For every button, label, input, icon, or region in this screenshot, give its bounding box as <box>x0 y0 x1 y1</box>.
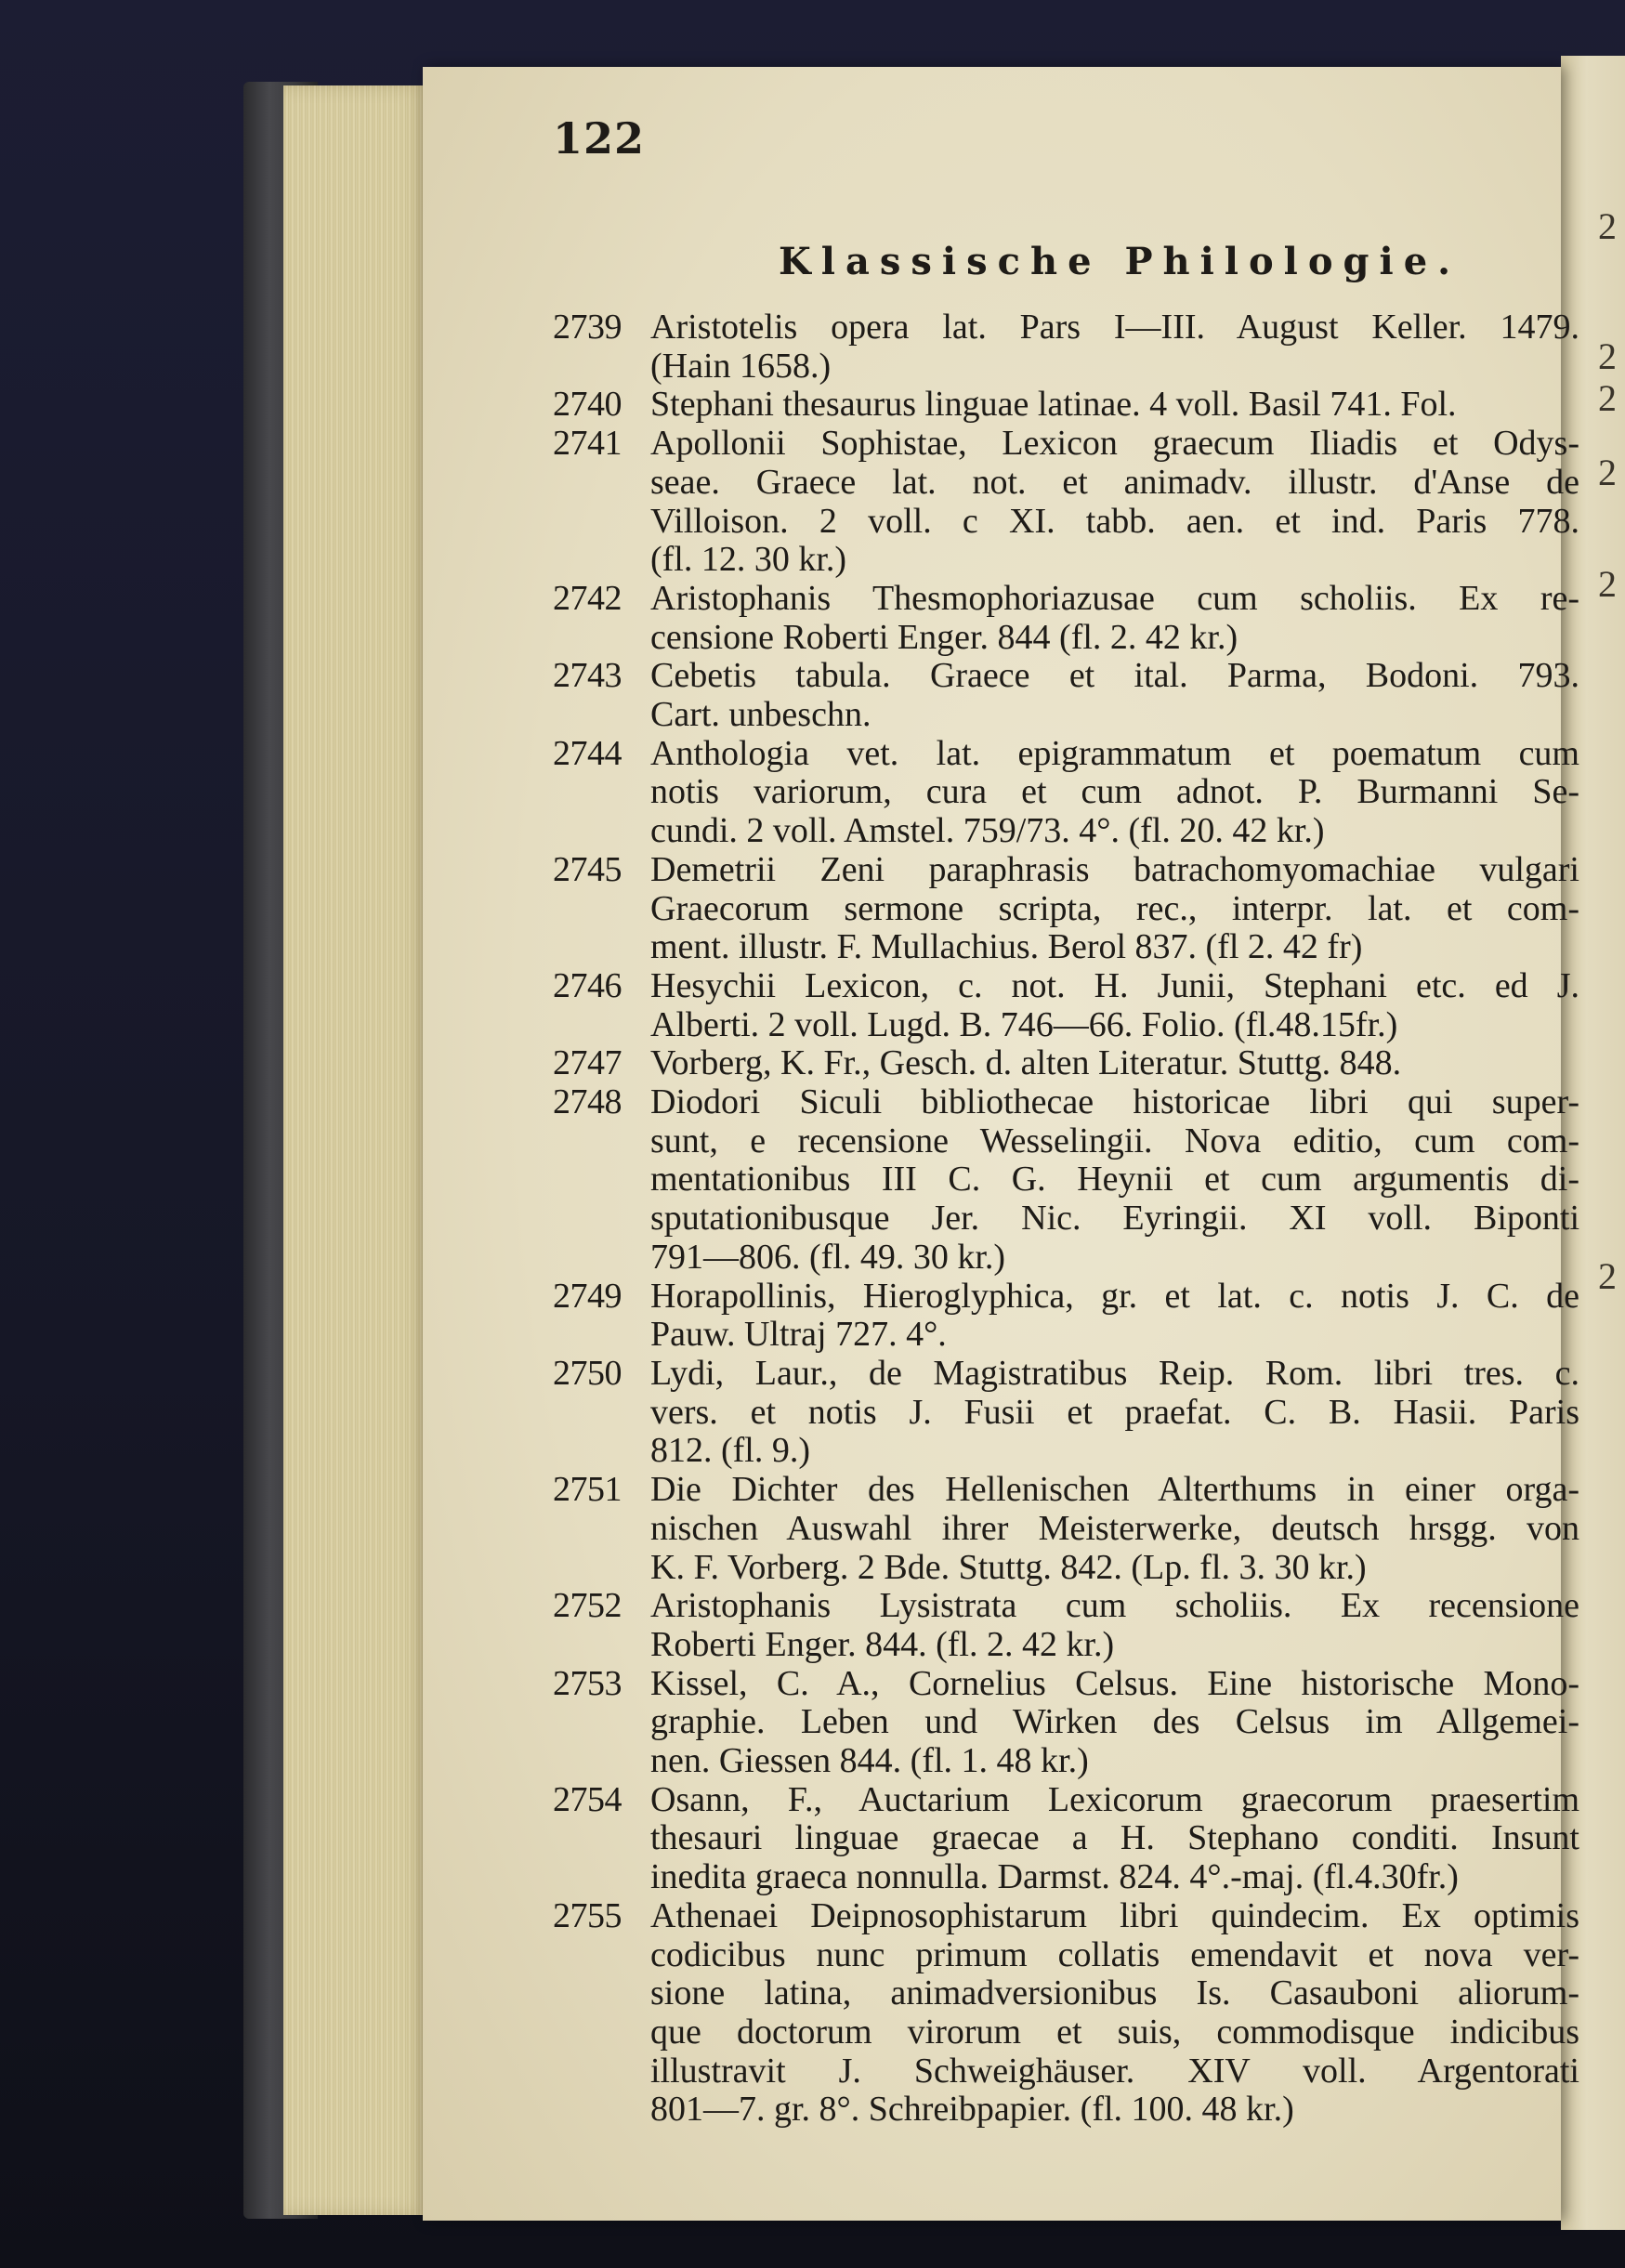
entry-line: Horapollinis, Hieroglyphica, gr. et lat. c. notis J. C. de <box>650 1276 1579 1316</box>
entry-number: 2753 <box>553 1663 622 1703</box>
entry-line: Aristotelis opera lat. Pars I—III. August Keller. 1479. <box>650 308 1579 347</box>
catalog-entry <box>553 1471 1579 1587</box>
entry-description <box>650 1471 1579 1587</box>
entry-line: thesauri linguae graecae a H. Stephano conditi. Insunt <box>650 1818 1579 1858</box>
entry-description <box>650 735 1579 851</box>
entry-line: illustravit J. Schweighäuser. XIV voll. Argentorati <box>650 2051 1579 2091</box>
entry-line: 812. (fl. 9.) <box>650 1431 811 1471</box>
catalog-entry <box>553 1781 1579 1897</box>
entry-number: 2748 <box>553 1082 622 1122</box>
entry-line: nen. Giessen 844. (fl. 1. 48 kr.) <box>650 1741 1089 1781</box>
catalog-entry <box>553 1044 1579 1083</box>
entry-number: 2746 <box>553 965 622 1005</box>
entry-line: nischen Auswahl ihrer Meisterwerke, deutsch hrsgg. von <box>650 1508 1579 1548</box>
entry-line: Alberti. 2 voll. Lugd. B. 746—66. Folio. (fl.48.15fr.) <box>650 1004 1398 1044</box>
entry-line: seae. Graece lat. not. et animadv. illustr. d'Anse de <box>650 462 1579 502</box>
entry-line: Athenaei Deipnosophistarum libri quindecim. Ex optimis <box>650 1895 1579 1935</box>
entry-number: 2750 <box>553 1353 622 1393</box>
entry-line: Aristophanis Lysistrata cum scholiis. Ex recensione <box>650 1586 1579 1626</box>
entry-line: mentationibus III C. G. Heynii et cum argumentis di- <box>650 1160 1579 1200</box>
entry-line: sione latina, animadversionibus Is. Casauboni aliorum- <box>650 1973 1579 2013</box>
catalog-entry <box>553 580 1579 657</box>
entry-number: 2752 <box>553 1586 622 1626</box>
entry-line: Vorberg, K. Fr., Gesch. d. alten Literatur. Stuttg. 848. <box>650 1043 1402 1083</box>
entry-description <box>650 657 1579 734</box>
entry-line: censione Roberti Enger. 844 (fl. 2. 42 kr.) <box>650 617 1238 657</box>
entry-description <box>650 580 1579 657</box>
entry-line: Pauw. Ultraj 727. 4°. <box>650 1315 947 1355</box>
entry-line: codicibus nunc primum collatis emendavit et nova ver- <box>650 1934 1579 1974</box>
entry-line: que doctorum virorum et suis, commodisque indicibus <box>650 2012 1579 2052</box>
catalog-entry <box>553 386 1579 425</box>
entry-line: (fl. 12. 30 kr.) <box>650 540 847 580</box>
catalog-entry <box>553 308 1579 386</box>
entry-line: Die Dichter des Hellenischen Alterthums in einer orga- <box>650 1470 1579 1510</box>
entry-line: Hesychii Lexicon, c. not. H. Junii, Stephani etc. ed J. <box>650 965 1579 1005</box>
opposite-page-mark: 2 <box>1598 377 1617 419</box>
entry-description <box>650 1781 1579 1897</box>
entry-line: Roberti Enger. 844. (fl. 2. 42 kr.) <box>650 1624 1115 1664</box>
entry-line: K. F. Vorberg. 2 Bde. Stuttg. 842. (Lp. fl. 3. 30 kr.) <box>650 1547 1367 1587</box>
entry-line: Graecorum sermone scripta, rec., interpr. lat. et com- <box>650 888 1579 928</box>
entry-number: 2751 <box>553 1470 622 1510</box>
entry-number: 2749 <box>553 1276 622 1316</box>
catalog-entry <box>553 1897 1579 2130</box>
entry-line: Cart. unbeschn. <box>650 695 871 735</box>
opposite-page-mark: 2 <box>1598 335 1617 377</box>
catalog-entry <box>553 1083 1579 1278</box>
entry-line: (Hain 1658.) <box>650 346 832 386</box>
entry-line: Lydi, Laur., de Magistratibus Reip. Rom. libri tres. c. <box>650 1353 1579 1393</box>
entry-description <box>650 1355 1579 1471</box>
entry-line: Diodori Siculi bibliothecae historicae libri qui super- <box>650 1082 1579 1122</box>
entry-description <box>650 1083 1579 1278</box>
entry-description <box>650 1665 1579 1781</box>
entry-line: Osann, F., Auctarium Lexicorum graecorum praesertim <box>650 1779 1579 1819</box>
catalog-entry <box>553 657 1579 734</box>
entry-number: 2742 <box>553 578 622 618</box>
entry-number: 2741 <box>553 424 622 464</box>
opposite-page-mark: 2 <box>1598 1255 1617 1297</box>
page-edges <box>283 85 427 2215</box>
entry-line: Villoison. 2 voll. c XI. tabb. aen. et ind. Paris 778. <box>650 501 1579 541</box>
entry-line: 791—806. (fl. 49. 30 kr.) <box>650 1237 1006 1277</box>
entry-number: 2754 <box>553 1779 622 1819</box>
entry-line: ment. illustr. F. Mullachius. Berol 837. (fl 2. 42 fr) <box>650 927 1363 967</box>
entry-line: 801—7. gr. 8°. Schreibpapier. (fl. 100. 48 kr.) <box>650 2090 1294 2130</box>
catalog-entry <box>553 425 1579 580</box>
section-title: Klassische Philologie. <box>779 240 1461 283</box>
entry-number: 2740 <box>553 385 622 425</box>
entry-description <box>650 1587 1579 1664</box>
page-number: 122 <box>553 113 646 164</box>
entry-line: Kissel, C. A., Cornelius Celsus. Eine historische Mono- <box>650 1663 1579 1703</box>
opposite-page-mark: 2 <box>1598 452 1617 493</box>
entry-description <box>650 967 1579 1044</box>
entry-line: notis variorum, cura et cum adnot. P. Burmanni Se- <box>650 772 1579 812</box>
entry-description <box>650 425 1579 580</box>
catalog-entry <box>553 1355 1579 1471</box>
entry-line: Anthologia vet. lat. epigrammatum et poematum cum <box>650 733 1579 773</box>
entry-line: vers. et notis J. Fusii et praefat. C. B. Hasii. Paris <box>650 1392 1579 1432</box>
opposite-page-mark: 2 <box>1598 563 1617 605</box>
entry-line: cundi. 2 voll. Amstel. 759/73. 4°. (fl. 20. 42 kr.) <box>650 811 1325 851</box>
entry-line: Demetrii Zeni paraphrasis batrachomyomachiae vulgari <box>650 849 1579 889</box>
catalog-entry <box>553 1665 1579 1781</box>
entry-description <box>650 1278 1579 1355</box>
entry-description <box>650 386 1579 425</box>
entry-line: inedita graeca nonnulla. Darmst. 824. 4°.-maj. (fl.4.30fr.) <box>650 1857 1459 1897</box>
entry-description <box>650 308 1579 386</box>
entry-line: Apollonii Sophistae, Lexicon graecum Iliadis et Odys- <box>650 424 1579 464</box>
entry-line: sputationibusque Jer. Nic. Eyringii. XI voll. Biponti <box>650 1199 1579 1239</box>
entry-line: graphie. Leben und Wirken des Celsus im Allgemei- <box>650 1702 1579 1742</box>
catalog-entry <box>553 967 1579 1044</box>
entry-number: 2743 <box>553 656 622 696</box>
catalog-entry <box>553 735 1579 851</box>
entry-number: 2755 <box>553 1895 622 1935</box>
catalog-entry <box>553 1587 1579 1664</box>
entry-number: 2744 <box>553 733 622 773</box>
entry-number: 2747 <box>553 1043 622 1083</box>
opposite-page-mark: 2 <box>1598 205 1617 247</box>
entry-number: 2739 <box>553 308 622 347</box>
catalog-entries <box>553 308 1579 2130</box>
entry-description <box>650 1897 1579 2130</box>
catalog-entry <box>553 851 1579 967</box>
entry-line: Stephani thesaurus linguae latinae. 4 voll. Basil 741. Fol. <box>650 385 1457 425</box>
entry-line: sunt, e recensione Wesselingii. Nova editio, cum com- <box>650 1121 1579 1160</box>
catalog-entry <box>553 1278 1579 1355</box>
entry-line: Cebetis tabula. Graece et ital. Parma, Bodoni. 793. <box>650 656 1579 696</box>
entry-description <box>650 1044 1579 1083</box>
entry-description <box>650 851 1579 967</box>
entry-number: 2745 <box>553 849 622 889</box>
entry-line: Aristophanis Thesmophoriazusae cum scholiis. Ex re- <box>650 578 1579 618</box>
